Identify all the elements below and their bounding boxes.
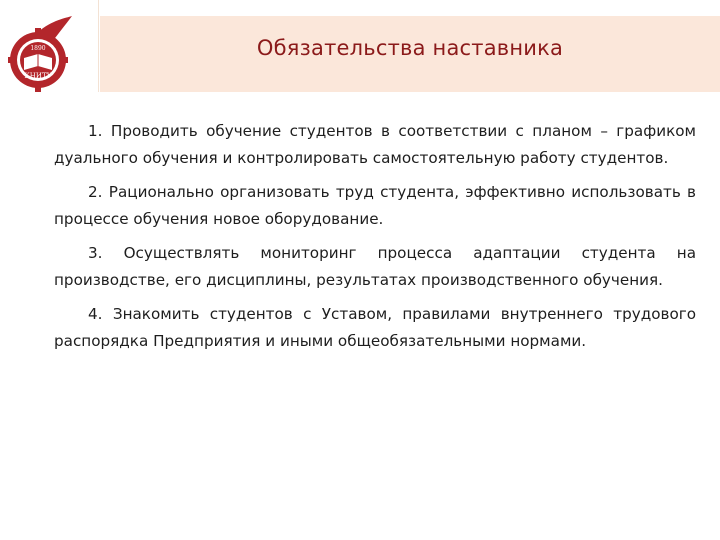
university-logo-icon [8, 14, 74, 92]
logo-year-text: 1890 [30, 45, 46, 52]
logo-abbr-text: КНИТУ [24, 72, 52, 80]
item-text: Рационально организовать труд студента, эффективно использовать в процессе обучения новое оборудование. [54, 183, 697, 228]
list-item [54, 179, 696, 232]
obligations-list [54, 118, 696, 362]
item-number: 3. [88, 244, 103, 262]
list-item [54, 118, 696, 171]
page-title: Обязательства наставника [256, 36, 564, 60]
item-number: 1. [88, 122, 103, 140]
logo-panel [0, 0, 99, 92]
item-number: 2. [88, 183, 103, 201]
item-text: Осуществлять мониторинг процесса адаптации студента на производстве, его дисциплины, результатах производственного обучения. [54, 244, 697, 289]
item-text: Знакомить студентов с Уставом, правилами внутреннего трудового распорядка Предприятия и иными общеобязательными нормами. [54, 305, 697, 350]
list-item [54, 240, 696, 293]
item-number: 4. [88, 305, 103, 323]
item-text: Проводить обучение студентов в соответствии с планом – графиком дуального обучения и контролировать самостоятельную работу студентов. [54, 122, 697, 167]
list-item [54, 301, 696, 354]
